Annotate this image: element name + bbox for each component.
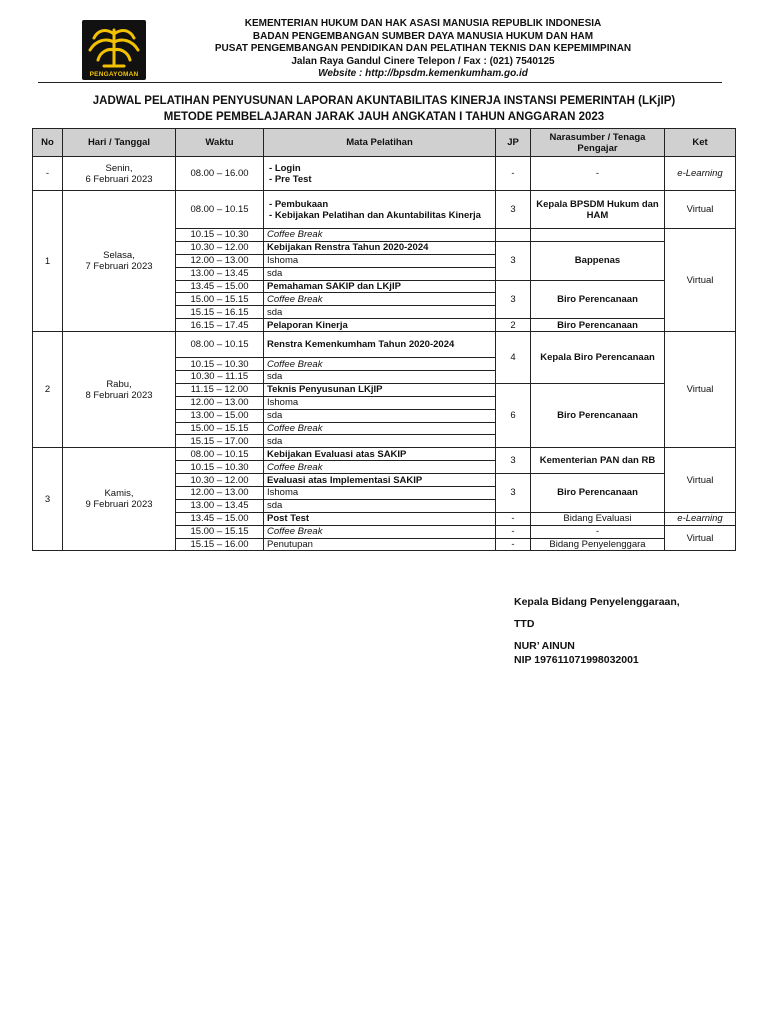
row-jp: 3 bbox=[496, 191, 531, 229]
row-speaker: Biro Perencanaan bbox=[531, 280, 665, 319]
row-speaker: Biro Perencanaan bbox=[531, 383, 665, 447]
row-jp: 3 bbox=[496, 280, 531, 319]
col-jp: JP bbox=[496, 129, 531, 157]
row-time: 11.15 – 12.00 bbox=[176, 383, 264, 396]
row-speaker: Kepala Biro Perencanaan bbox=[531, 332, 665, 384]
row-jp: - bbox=[496, 525, 531, 538]
row-subject: Ishoma bbox=[264, 254, 496, 267]
subject-item: - Login bbox=[269, 162, 301, 174]
website-line: Website : http://bpsdm.kemenkumham.go.id bbox=[318, 68, 528, 80]
institution-lines bbox=[158, 18, 688, 81]
row-subject bbox=[264, 191, 496, 229]
row-subject: Ishoma bbox=[264, 487, 496, 500]
row-time: 15.00 – 15.15 bbox=[176, 525, 264, 538]
row-time: 12.00 – 13.00 bbox=[176, 487, 264, 500]
day-date: 9 Februari 2023 bbox=[85, 499, 153, 511]
row-time: 15.15 – 17.00 bbox=[176, 435, 264, 448]
row-subject: Renstra Kemenkumham Tahun 2020-2024 bbox=[264, 332, 496, 358]
row-note: e-Learning bbox=[665, 512, 736, 525]
row-time: 10.15 – 10.30 bbox=[176, 461, 264, 474]
day-name: Rabu, bbox=[106, 378, 132, 390]
row-day bbox=[63, 332, 176, 448]
row-speaker: - bbox=[531, 525, 665, 538]
row-no: 2 bbox=[33, 332, 63, 448]
row-jp: - bbox=[496, 157, 531, 191]
row-subject: sda bbox=[264, 371, 496, 384]
row-jp: 6 bbox=[496, 383, 531, 447]
row-subject: sda bbox=[264, 409, 496, 422]
row-subject: Teknis Penyusunan LKjIP bbox=[264, 383, 496, 396]
row-time: 08.00 – 10.15 bbox=[176, 448, 264, 461]
ministry-logo bbox=[82, 20, 146, 80]
day-name: Kamis, bbox=[104, 488, 134, 500]
row-speaker: - bbox=[531, 157, 665, 191]
row-time: 15.00 – 15.15 bbox=[176, 422, 264, 435]
row-subject: Coffee Break bbox=[264, 422, 496, 435]
row-subject: sda bbox=[264, 435, 496, 448]
header-divider bbox=[38, 82, 722, 83]
row-subject: sda bbox=[264, 267, 496, 280]
col-speaker: Narasumber / Tenaga Pengajar bbox=[531, 129, 665, 157]
row-speaker: Biro Perencanaan bbox=[531, 474, 665, 513]
row-time: 15.15 – 16.15 bbox=[176, 306, 264, 319]
row-note: Virtual bbox=[665, 332, 736, 448]
col-no: No bbox=[33, 129, 63, 157]
row-subject: Ishoma bbox=[264, 396, 496, 409]
row-time: 13.00 – 15.00 bbox=[176, 409, 264, 422]
table-header-row bbox=[33, 129, 736, 157]
row-time: 15.15 – 16.00 bbox=[176, 538, 264, 551]
row-time: 10.30 – 11.15 bbox=[176, 371, 264, 384]
row-jp: - bbox=[496, 538, 531, 551]
row-jp: 4 bbox=[496, 332, 531, 384]
row-time: 16.15 – 17.45 bbox=[176, 319, 264, 332]
row-subject: Evaluasi atas Implementasi SAKIP bbox=[264, 474, 496, 487]
row-day bbox=[63, 448, 176, 551]
row-note: Virtual bbox=[665, 191, 736, 229]
subject-item: - Pre Test bbox=[269, 173, 312, 185]
col-subject: Mata Pelatihan bbox=[264, 129, 496, 157]
row-subject: Coffee Break bbox=[264, 293, 496, 306]
row-time: 08.00 – 10.15 bbox=[176, 191, 264, 229]
row-day bbox=[63, 157, 176, 191]
row-note: Virtual bbox=[665, 525, 736, 551]
row-time: 15.00 – 15.15 bbox=[176, 293, 264, 306]
row-no: 3 bbox=[33, 448, 63, 551]
row-subject: sda bbox=[264, 499, 496, 512]
signatory-role: Kepala Bidang Penyelenggaraan, bbox=[514, 596, 680, 608]
signature-ttd: TTD bbox=[514, 618, 535, 630]
row-jp: - bbox=[496, 512, 531, 525]
row-time: 12.00 – 13.00 bbox=[176, 254, 264, 267]
row-time: 10.15 – 10.30 bbox=[176, 358, 264, 371]
row-speaker: Bidang Penyelenggara bbox=[531, 538, 665, 551]
agency-name: BADAN PENGEMBANGAN SUMBER DAYA MANUSIA HUKUM DAN HAM bbox=[252, 30, 594, 42]
row-note: Virtual bbox=[665, 448, 736, 512]
row-speaker: Bappenas bbox=[531, 241, 665, 280]
row-note: e-Learning bbox=[665, 157, 736, 191]
logo-caption: PENGAYOMAN bbox=[89, 71, 139, 78]
row-time: 13.00 – 13.45 bbox=[176, 499, 264, 512]
day-name: Senin, bbox=[105, 162, 133, 174]
row-subject: Pelaporan Kinerja bbox=[264, 319, 496, 332]
row-time: 10.30 – 12.00 bbox=[176, 474, 264, 487]
row-speaker: Biro Perencanaan bbox=[531, 319, 665, 332]
row-day bbox=[63, 191, 176, 332]
subject-item: - Kebijakan Pelatihan dan Akuntabilitas Kinerja bbox=[269, 209, 481, 221]
row-time: 13.45 – 15.00 bbox=[176, 512, 264, 525]
day-name: Selasa, bbox=[103, 250, 135, 262]
title-line-2: METODE PEMBELAJARAN JARAK JAUH ANGKATAN I TAHUN ANGGARAN 2023 bbox=[163, 111, 605, 123]
row-time: 13.45 – 15.00 bbox=[176, 280, 264, 293]
schedule-table bbox=[32, 128, 736, 551]
row-subject: sda bbox=[264, 306, 496, 319]
table-row bbox=[33, 157, 736, 191]
row-speaker: Kementerian PAN dan RB bbox=[531, 448, 665, 474]
letterhead bbox=[80, 18, 688, 84]
row-subject: Coffee Break bbox=[264, 461, 496, 474]
row-speaker: Bidang Evaluasi bbox=[531, 512, 665, 525]
row-subject: Post Test bbox=[264, 512, 496, 525]
center-name: PUSAT PENGEMBANGAN PENDIDIKAN DAN PELATIHAN TEKNIS DAN KEPEMIMPINAN bbox=[214, 43, 632, 55]
signatory-nip: NIP 197611071998032001 bbox=[514, 654, 639, 666]
row-subject: Pemahaman SAKIP dan LKjIP bbox=[264, 280, 496, 293]
signatory-name: NUR’ AINUN bbox=[514, 640, 575, 652]
row-jp: 3 bbox=[496, 448, 531, 474]
day-date: 6 Februari 2023 bbox=[85, 173, 153, 185]
address-line: Jalan Raya Gandul Cinere Telepon / Fax : (021) 7540125 bbox=[291, 55, 555, 67]
col-day: Hari / Tanggal bbox=[63, 129, 176, 157]
title-line-1: JADWAL PELATIHAN PENYUSUNAN LAPORAN AKUNTABILITAS KINERJA INSTANSI PEMERINTAH (LKjIP) bbox=[92, 95, 676, 107]
tree-emblem-icon bbox=[82, 20, 146, 72]
col-time: Waktu bbox=[176, 129, 264, 157]
row-speaker: Kepala BPSDM Hukum dan HAM bbox=[531, 191, 665, 229]
row-no: - bbox=[33, 157, 63, 191]
subject-item: - Pembukaan bbox=[269, 198, 329, 210]
document-title bbox=[30, 93, 738, 125]
row-jp bbox=[496, 229, 531, 242]
ministry-name: KEMENTERIAN HUKUM DAN HAK ASASI MANUSIA REPUBLIK INDONESIA bbox=[244, 18, 602, 29]
row-subject: Coffee Break bbox=[264, 358, 496, 371]
row-speaker bbox=[531, 229, 665, 242]
table-row bbox=[33, 448, 736, 461]
row-time: 12.00 – 13.00 bbox=[176, 396, 264, 409]
table-row bbox=[33, 191, 736, 229]
row-time: 10.30 – 12.00 bbox=[176, 241, 264, 254]
row-no: 1 bbox=[33, 191, 63, 332]
day-date: 8 Februari 2023 bbox=[85, 389, 153, 401]
row-time: 13.00 – 13.45 bbox=[176, 267, 264, 280]
row-time: 08.00 – 16.00 bbox=[176, 157, 264, 191]
table-row bbox=[33, 332, 736, 358]
row-jp: 3 bbox=[496, 474, 531, 513]
row-subject: Coffee Break bbox=[264, 525, 496, 538]
row-time: 10.15 – 10.30 bbox=[176, 229, 264, 242]
row-subject: Kebijakan Renstra Tahun 2020-2024 bbox=[264, 241, 496, 254]
row-subject bbox=[264, 157, 496, 191]
col-note: Ket bbox=[665, 129, 736, 157]
signature-block bbox=[514, 595, 744, 667]
row-subject: Kebijakan Evaluasi atas SAKIP bbox=[264, 448, 496, 461]
day-date: 7 Februari 2023 bbox=[85, 261, 153, 273]
row-jp: 3 bbox=[496, 241, 531, 280]
row-jp: 2 bbox=[496, 319, 531, 332]
row-subject: Penutupan bbox=[264, 538, 496, 551]
row-subject: Coffee Break bbox=[264, 229, 496, 242]
row-time: 08.00 – 10.15 bbox=[176, 332, 264, 358]
row-note: Virtual bbox=[665, 229, 736, 332]
